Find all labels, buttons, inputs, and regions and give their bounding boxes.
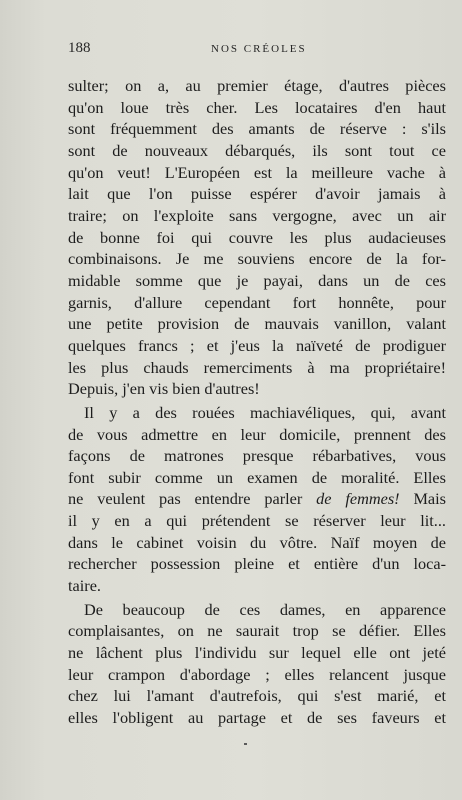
text-line: traire; on l'exploite sans vergogne, avec un air <box>68 205 446 225</box>
text-line: façons de matrones presque rébarbatives, vous <box>68 446 446 466</box>
italic-phrase: de femmes! <box>316 489 400 509</box>
paragraph <box>68 75 446 400</box>
text-line: dans le cabinet voisin du vôtre. Naïf moyen de <box>68 532 446 552</box>
paragraph <box>68 599 446 729</box>
running-header <box>0 40 462 64</box>
text-line: elles l'obligent au partage et de ses faveurs et <box>68 708 446 728</box>
text-line: de bonne foi qui couvre les plus audacieuses <box>68 227 446 247</box>
running-title: NOS CRÉOLES <box>211 43 307 55</box>
paragraph <box>68 402 446 597</box>
text-line: sont fréquemment des amants de réserve : s'ils <box>68 119 446 139</box>
text-line: midable somme que je payai, dans un de ces <box>68 270 446 290</box>
text-line: Depuis, j'en vis bien d'autres! <box>68 379 260 399</box>
text-line: lait que l'on puisse espérer d'avoir jamais à <box>68 184 446 204</box>
text-line: il y en a qui prétendent se réserver leur lit... <box>68 511 446 531</box>
text-line: garnis, d'allure cependant fort honnête, pour <box>68 292 446 312</box>
text-line: une petite provision de mauvais vanillon, valant <box>68 314 446 334</box>
text-line: sont de nouveaux débarqués, ils sont tout ce <box>68 140 446 160</box>
text-fragment: Mais <box>399 489 447 509</box>
text-line: qu'on loue très cher. Les locataires d'en haut <box>68 97 446 117</box>
text-line: de vous admettre en leur domicile, prennent des <box>68 424 446 444</box>
text-line: sulter; on a, au premier étage, d'autres pièces <box>68 76 446 95</box>
text-line <box>68 488 446 510</box>
text-line: leur crampon d'abordage ; elles relancent jusque <box>68 664 446 684</box>
text-line: chez lui l'amant d'autrefois, qui s'est marié, et <box>68 686 446 706</box>
text-line: quelques francs ; et j'eus la naïveté de prodiguer <box>68 335 446 355</box>
text-fragment: ne veulent pas entendre parler <box>68 489 317 509</box>
text-line: rechercher possession pleine et entière d'un loca- <box>68 554 446 574</box>
text-line: font subir comme un examen de moralité. Elles <box>68 467 446 487</box>
text-line: Il y a des rouées machiavéliques, qui, avant <box>84 402 446 422</box>
footer-mark <box>244 743 247 745</box>
text-line: les plus chauds remerciments à ma propriétaire! <box>68 357 446 377</box>
text-line: qu'on veut! L'Européen est la meilleure vache à <box>68 162 446 182</box>
body-text <box>68 75 446 729</box>
text-line: complaisantes, on ne saurait trop se défier. Elles <box>68 621 446 641</box>
text-line: ne lâchent plus l'individu sur lequel elle ont jeté <box>68 643 446 663</box>
page-number: 188 <box>68 40 91 56</box>
text-line: taire. <box>68 576 101 596</box>
text-line: combinaisons. Je me souviens encore de la for- <box>68 249 446 269</box>
text-line: De beaucoup de ces dames, en apparence <box>84 599 446 619</box>
